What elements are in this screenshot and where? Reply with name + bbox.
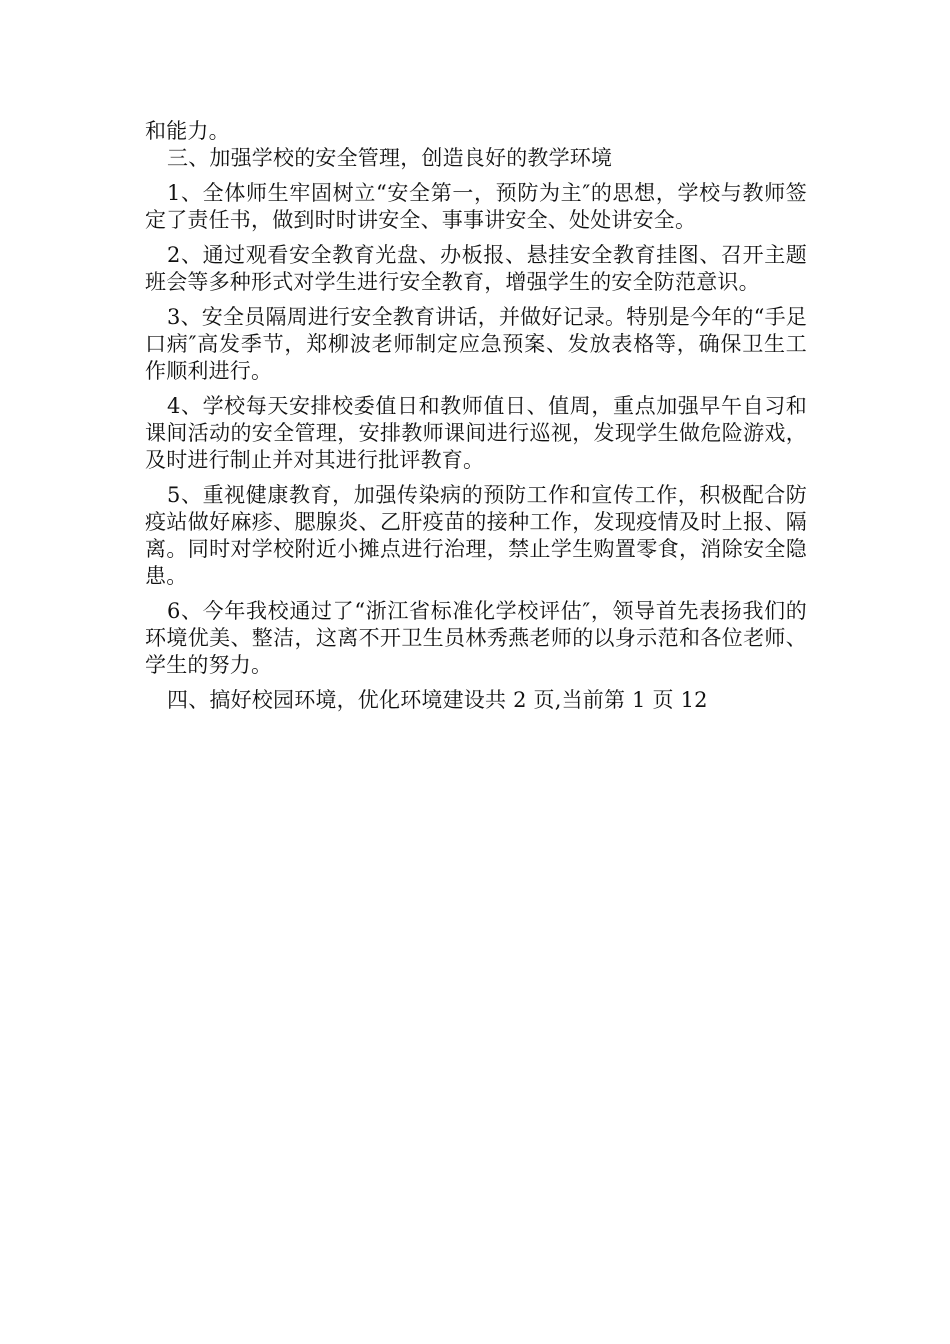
paragraph-continuation: 和能力。 [145,119,230,143]
document-body [145,118,807,714]
section-heading-4-with-page-footer: 四、搞好校园环境，优化环境建设共 2 页,当前第 1 页 12 [167,688,708,712]
item-6-paragraph: 6、今年我校通过了“浙江省标准化学校评估″，领导首先表扬我们的环境优美、整洁，这离不开卫生员林秀燕老师的以身示范和各位老师、学生的努力。 [145,599,807,677]
item-2-paragraph: 2、通过观看安全教育光盘、办板报、悬挂安全教育挂图、召开主题班会等多种形式对学生进行安全教育，增强学生的安全防范意识。 [145,243,807,294]
item-1-paragraph: 1、全体师生牢固树立“安全第一，预防为主″的思想，学校与教师签定了责任书，做到时时讲安全、事事讲安全、处处讲安全。 [145,181,807,232]
item-4-paragraph: 4、学校每天安排校委值日和教师值日、值周，重点加强早午自习和课间活动的安全管理，安排教师课间进行巡视，发现学生做危险游戏，及时进行制止并对其进行批评教育。 [145,394,807,472]
item-3-paragraph: 3、安全员隔周进行安全教育讲话，并做好记录。特别是今年的“手足口病″高发季节，郑柳波老师制定应急预案、发放表格等，确保卫生工作顺利进行。 [145,305,807,383]
section-heading-3: 三、加强学校的安全管理，创造良好的教学环境 [167,146,613,170]
item-5-paragraph: 5、重视健康教育，加强传染病的预防工作和宣传工作，积极配合防疫站做好麻疹、腮腺炎、乙肝疫苗的接种工作，发现疫情及时上报、隔离。同时对学校附近小摊点进行治理，禁止学生购置零食，消除安全隐患。 [145,483,807,588]
